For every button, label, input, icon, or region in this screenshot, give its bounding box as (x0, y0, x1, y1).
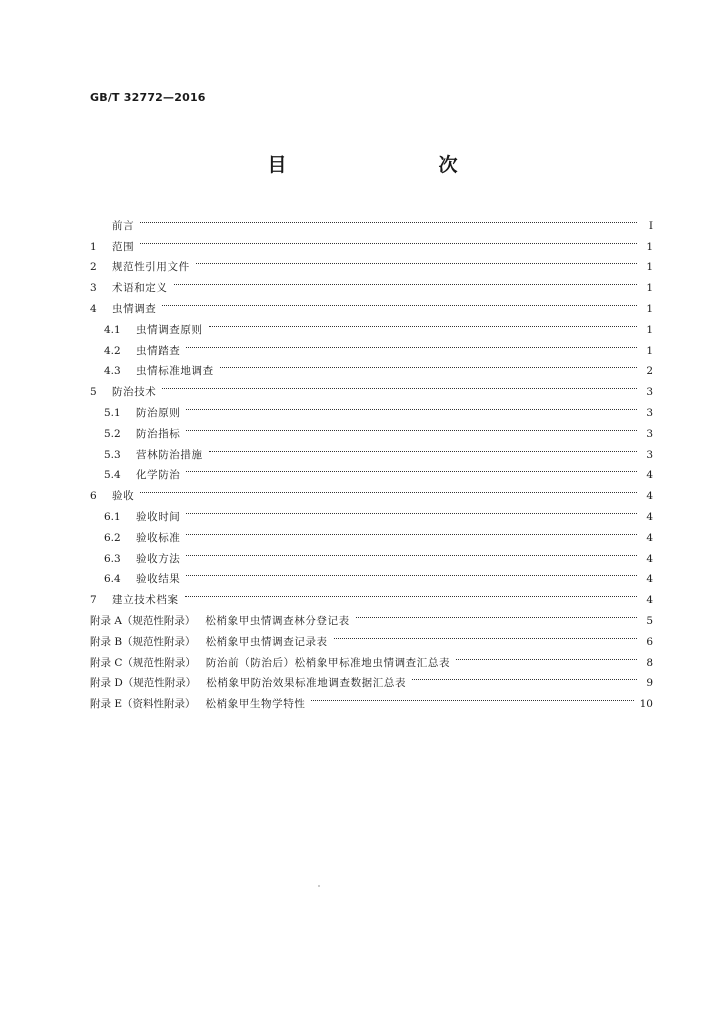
toc-entry-number: 6.2 (104, 531, 121, 544)
toc-entry-page: 1 (646, 344, 653, 357)
toc-dot-leader (184, 562, 639, 583)
toc-dot-leader (454, 645, 639, 666)
toc-dot-leader (184, 458, 639, 479)
toc-entry[interactable] (90, 291, 653, 315)
toc-entry-number: 1 (90, 240, 97, 253)
toc-entry-number: 5.4 (104, 469, 121, 482)
toc-dot-leader (332, 624, 639, 645)
toc-entry-page: 1 (646, 323, 653, 336)
toc-entry-number: 附录 E（资料性附录） (90, 698, 196, 711)
toc-entry-title: 虫情调查原则 (136, 323, 203, 336)
toc-entry-title: 松梢象甲生物学特性 (205, 698, 306, 711)
toc-entry[interactable] (90, 208, 653, 232)
toc-entry-page: 4 (646, 552, 653, 565)
toc-entry-title: 验收时间 (136, 510, 181, 523)
page-title: 目 次 (267, 154, 496, 176)
toc-entry-number: 4 (90, 302, 97, 315)
toc-dot-leader (160, 291, 639, 312)
toc-entry-page: 1 (646, 240, 653, 253)
toc-entry-title: 防治指标 (136, 427, 181, 440)
toc-dot-leader (184, 520, 639, 541)
toc-entry-number: 5.1 (104, 406, 121, 419)
toc-dot-leader (183, 582, 639, 603)
toc-dot-leader (184, 395, 639, 416)
toc-entry-number: 附录 B（规范性附录） (90, 635, 196, 648)
toc-dot-leader (138, 478, 639, 499)
toc-entry-title: 防治前（防治后）松梢象甲标准地虫情调查汇总表 (205, 656, 451, 669)
toc-entry-number: 6 (90, 490, 97, 503)
toc-entry-page: 3 (646, 386, 653, 399)
toc-dot-leader (184, 416, 639, 437)
toc-entry-page: 1 (646, 261, 653, 274)
toc-entry-page: 9 (646, 677, 653, 690)
toc-entry-number: 6.3 (104, 552, 121, 565)
toc-entry-number: 4.3 (104, 365, 121, 378)
toc-entry-title: 防治原则 (136, 406, 181, 419)
toc-entry-number: 2 (90, 261, 97, 274)
toc-entry-page: 5 (646, 614, 653, 627)
toc-entry-title: 虫情踏查 (136, 344, 181, 357)
toc-entry[interactable] (90, 499, 653, 523)
toc-entry-title: 规范性引用文件 (112, 261, 190, 274)
toc-entry-title: 松梢象甲虫情调查记录表 (205, 635, 328, 648)
standard-number: GB/T 32772—2016 (90, 91, 206, 104)
toc-entry-page: 4 (646, 594, 653, 607)
toc-entry-title: 验收 (112, 490, 135, 503)
toc-entry-number: 5 (90, 386, 97, 399)
toc-entry-title: 营林防治措施 (136, 448, 203, 461)
toc-entry-title: 化学防治 (136, 469, 181, 482)
toc-dot-leader (207, 312, 639, 333)
toc-dot-leader (218, 354, 639, 375)
toc-entry-title: 虫情调查 (112, 302, 157, 315)
toc-entry-title: 前言 (112, 219, 135, 232)
toc-entry-number: 7 (90, 594, 97, 607)
toc-dot-leader (194, 250, 639, 271)
toc-entry[interactable] (90, 250, 653, 274)
toc-entry-number: 4.2 (104, 344, 121, 357)
toc-entry-title: 防治技术 (112, 386, 157, 399)
toc-entry-page: 4 (646, 531, 653, 544)
toc-entry-title: 建立技术档案 (112, 594, 179, 607)
toc-entry-page: Ⅰ (648, 219, 653, 232)
toc-dot-leader (354, 603, 639, 624)
toc-entry-page: 4 (646, 469, 653, 482)
toc-entry-title: 松梢象甲防治效果标准地调查数据汇总表 (206, 677, 407, 690)
toc-entry-number: 5.2 (104, 427, 121, 440)
toc-entry-page: 3 (646, 448, 653, 461)
toc-entry-number: 附录 A（规范性附录） (90, 614, 196, 627)
toc-entry-title: 术语和定义 (112, 282, 168, 295)
toc-entry-page: 1 (646, 282, 653, 295)
toc-dot-leader (410, 666, 639, 687)
toc-entry-page: 10 (639, 698, 653, 711)
toc-entry-number: 4.1 (104, 323, 121, 336)
toc-entry-page: 3 (646, 406, 653, 419)
toc-dot-leader (138, 208, 639, 229)
toc-entry-page: 4 (646, 490, 653, 503)
toc-dot-leader (207, 437, 639, 458)
toc-entry[interactable] (90, 312, 653, 336)
toc-entry-page: 4 (646, 573, 653, 586)
toc-entry-number: 5.3 (104, 448, 121, 461)
toc-dot-leader (184, 541, 639, 562)
toc-entry-number: 6.1 (104, 510, 121, 523)
toc-entry-number: 附录 C（规范性附录） (90, 656, 196, 669)
toc-entry-number: 6.4 (104, 573, 121, 586)
toc-entry-number: 附录 D（规范性附录） (90, 677, 197, 690)
toc-entry-page: 4 (646, 510, 653, 523)
toc-entry[interactable] (90, 395, 653, 419)
toc-entry[interactable] (90, 270, 653, 295)
toc-dot-leader (184, 333, 639, 354)
toc-entry-title: 范围 (112, 240, 135, 253)
toc-entry-title: 验收方法 (136, 552, 181, 565)
toc-dot-leader (184, 499, 639, 520)
toc-entry-number: 3 (90, 282, 97, 295)
table-of-contents (90, 208, 653, 711)
toc-entry-page: 1 (646, 302, 653, 315)
toc-entry-page: 6 (646, 635, 653, 648)
toc-entry[interactable] (90, 229, 653, 253)
toc-entry-title: 验收结果 (136, 573, 181, 586)
toc-entry-page: 2 (646, 365, 653, 378)
toc-entry-title: 虫情标准地调查 (136, 365, 214, 378)
toc-entry-title: 松梢象甲虫情调查林分登记表 (205, 614, 350, 627)
toc-dot-leader (172, 270, 640, 291)
toc-entry-title: 验收标准 (136, 531, 181, 544)
scan-speck (318, 885, 320, 887)
toc-dot-leader (138, 229, 639, 250)
toc-entry-page: 8 (646, 656, 653, 669)
toc-dot-leader (160, 374, 639, 395)
toc-entry[interactable] (90, 478, 653, 503)
toc-dot-leader (309, 686, 635, 707)
toc-entry-page: 3 (646, 427, 653, 440)
toc-entry[interactable] (90, 374, 653, 399)
